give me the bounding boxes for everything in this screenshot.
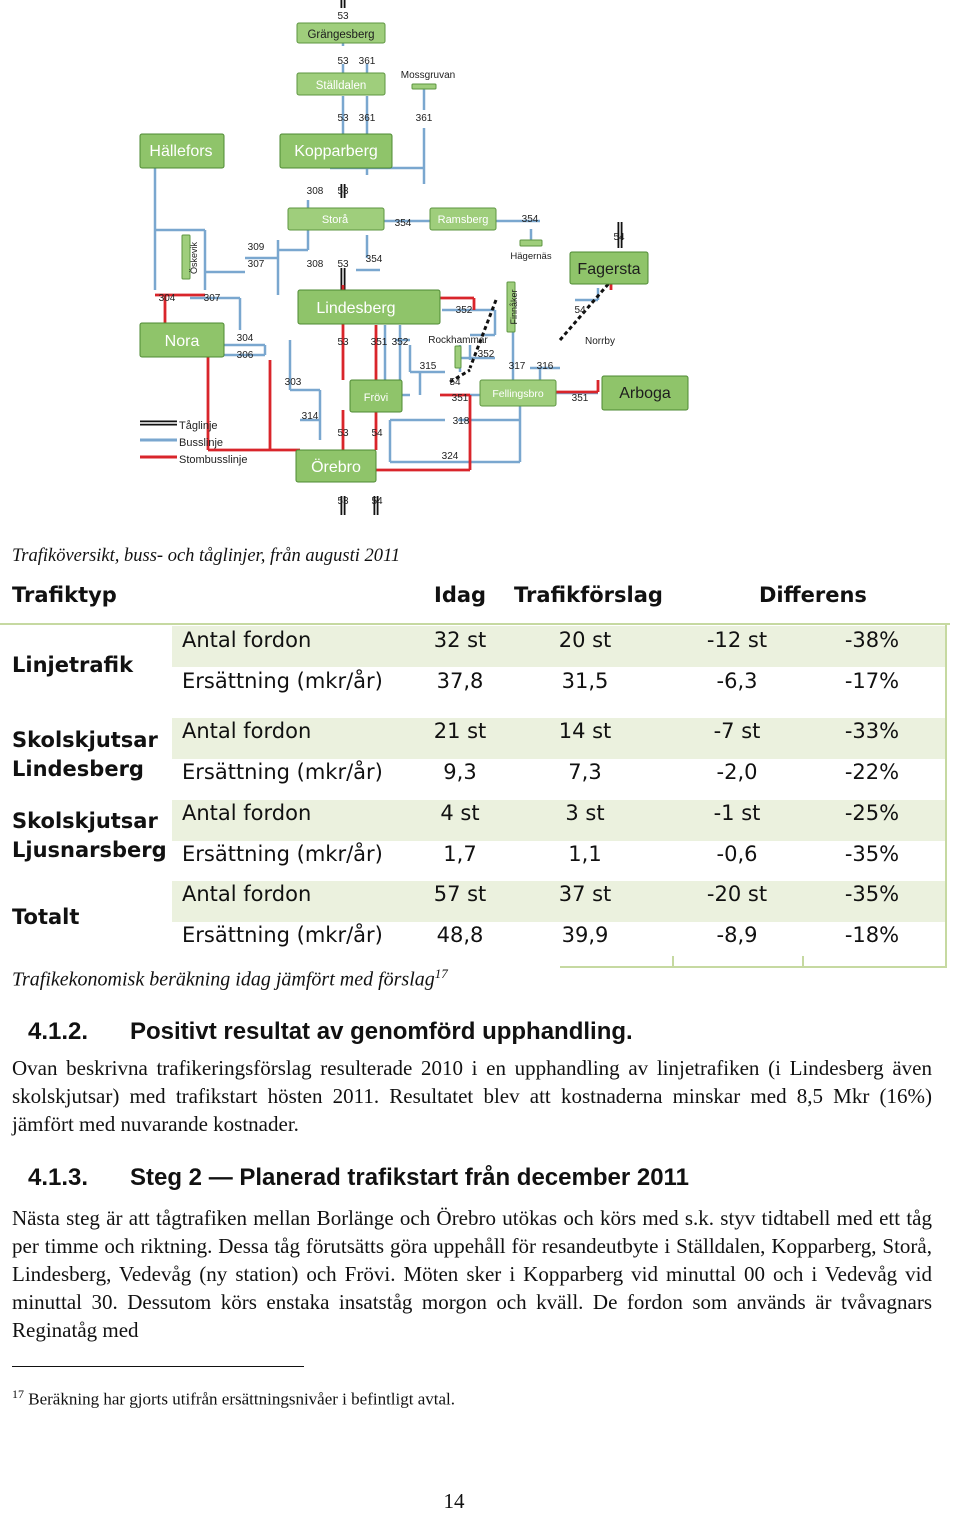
- cell-today: 21 st: [433, 719, 487, 743]
- cell-diff: -20 st: [706, 882, 768, 906]
- line-label: 54: [371, 428, 383, 439]
- group-label-line2: Lindesberg: [12, 757, 144, 781]
- group-label-line2: Ljusnarsberg: [12, 838, 167, 862]
- group-label-school-lindesberg: [12, 726, 158, 784]
- group-label-line1: Skolskjutsar: [12, 809, 158, 833]
- line-label: 351: [370, 337, 388, 348]
- line-label: 53: [337, 186, 349, 197]
- cell-metric: Antal fordon: [182, 882, 312, 906]
- cell-percent: -25%: [844, 801, 900, 825]
- cell-metric: Ersättning (mkr/år): [182, 760, 383, 784]
- legend-bus: Busslinje: [179, 437, 224, 449]
- line-label: 352: [391, 337, 409, 348]
- line-label: 54: [574, 305, 586, 316]
- line-label: 307: [247, 259, 265, 270]
- line-label: 303: [284, 377, 302, 388]
- line-label: 53: [337, 56, 349, 67]
- cell-today: 1,7: [443, 842, 477, 866]
- cell-metric: Antal fordon: [182, 801, 312, 825]
- section-title: Positivt resultat av genomförd upphandling.: [130, 1018, 633, 1045]
- cell-today: 4 st: [440, 801, 480, 825]
- cell-proposal: 7,3: [568, 760, 602, 784]
- line-label: 354: [394, 218, 412, 229]
- station-nora: Nora: [164, 333, 200, 350]
- header-proposal: Trafikförslag: [514, 583, 663, 607]
- section-body: Ovan beskrivna trafikeringsförslag resulterade 2010 i en upphandling av linjetrafiken (i Lindesberg även skolskjutsar) med trafikstart hösten 2011. Resultatet blev att kostnaderna minskar med 8,5 Mkr (16%) jämfört med nuvarande kostnader.: [12, 1056, 932, 1136]
- station-frovi: Frövi: [363, 392, 389, 404]
- footnote-rule: [12, 1366, 304, 1367]
- legend-trunk: Stombusslinje: [179, 454, 248, 466]
- station-oskevik: Öskevik: [189, 241, 199, 275]
- station-mossgruvan: Mossgruvan: [400, 70, 456, 81]
- line-label: 53: [337, 113, 349, 124]
- cell-today: 37,8: [436, 669, 484, 693]
- line-label: 54: [613, 232, 625, 243]
- line-label: 314: [301, 411, 319, 422]
- section-4-1-2: [12, 1018, 932, 1138]
- page-number: 14: [443, 1489, 465, 1513]
- line-label: 53: [337, 496, 349, 507]
- station-arboga: Arboga: [619, 385, 671, 402]
- line-label: 352: [455, 305, 473, 316]
- station-finnaker: Finnåker: [509, 289, 519, 325]
- traffic-map: [0, 0, 960, 520]
- station-norrby: Norrby: [584, 336, 616, 347]
- section-4-1-3: [12, 1164, 932, 1344]
- station-orebro: Örebro: [311, 459, 361, 476]
- footnote-mark: 17: [12, 1387, 24, 1401]
- station-fagersta: Fagersta: [577, 261, 641, 278]
- station-grangesberg: Grängesberg: [307, 29, 375, 41]
- section-number: 4.1.2.: [28, 1018, 89, 1045]
- cell-today: 9,3: [443, 760, 477, 784]
- line-label: 354: [521, 214, 539, 225]
- cell-diff: -1 st: [713, 801, 761, 825]
- station-rockhammar: Rockhammar: [428, 335, 488, 346]
- header-type: Trafiktyp: [12, 583, 117, 607]
- station-kopparberg: Kopparberg: [294, 143, 378, 160]
- cell-metric: Ersättning (mkr/år): [182, 669, 383, 693]
- section-body: Nästa steg är att tågtrafiken mellan Borlänge och Örebro utökas och körs med s.k. styv tidtabell med ett tåg per timme och riktning. Dessa tåg förutsätts göra uppehåll för resandeutbyte i Ställdalen, Kopparberg, Storå, Lindesberg, Vedevåg (ny station) och Frövi. Möten sker i Kopparberg vid minuttal 00 och i Vedevåg vid minuttal 30. Dessutom körs enstaka insatståg morgon och kväll. De fordon som används är tvåvagnars Reginatåg med: [12, 1206, 932, 1342]
- cell-proposal: 20 st: [558, 628, 612, 652]
- line-label: 308: [306, 186, 324, 197]
- station-stora: Storå: [321, 214, 349, 226]
- line-label: 316: [536, 361, 554, 372]
- cell-today: 32 st: [433, 628, 487, 652]
- line-label: 308: [306, 259, 324, 270]
- line-label: 324: [441, 451, 459, 462]
- cell-proposal: 31,5: [561, 669, 609, 693]
- cell-proposal: 37 st: [558, 882, 612, 906]
- cell-proposal: 39,9: [561, 923, 609, 947]
- cell-metric: Ersättning (mkr/år): [182, 842, 383, 866]
- line-label: 306: [236, 350, 254, 361]
- line-label: 361: [415, 113, 433, 124]
- header-diff: Differens: [759, 583, 867, 607]
- line-label: 307: [203, 293, 221, 304]
- line-label: 53: [337, 428, 349, 439]
- legend-rail: Tåglinje: [179, 420, 218, 432]
- section-heading: [12, 1018, 932, 1046]
- cell-percent: -35%: [844, 882, 900, 906]
- cell-diff: -0,6: [716, 842, 758, 866]
- line-label: 351: [451, 393, 469, 404]
- station-lindesberg: Lindesberg: [316, 300, 396, 317]
- station-hagernas: Hägernäs: [510, 251, 552, 262]
- section-number: 4.1.3.: [28, 1164, 89, 1191]
- station-fellingsbro: Fellingsbro: [492, 388, 544, 400]
- line-label: 53: [337, 11, 349, 22]
- section-heading: [12, 1164, 932, 1192]
- station-stalldalen: Ställdalen: [315, 80, 367, 92]
- line-label: 352: [477, 349, 495, 360]
- cell-percent: -18%: [844, 923, 900, 947]
- line-label: 318: [452, 416, 470, 427]
- section-title: Steg 2 — Planerad trafikstart från december 2011: [130, 1164, 689, 1191]
- cell-proposal: 1,1: [568, 842, 602, 866]
- cell-percent: -17%: [844, 669, 900, 693]
- station-boxes: [140, 23, 688, 482]
- station-ramsberg: Ramsberg: [437, 214, 489, 226]
- legend-swatches: [140, 423, 177, 457]
- line-label: 53: [337, 259, 349, 270]
- line-label: 304: [158, 293, 176, 304]
- map-caption: Trafiköversikt, buss- och tåglinjer, från augusti 2011: [12, 546, 401, 566]
- table-caption-text: Trafikekonomisk beräkning idag jämfört med förslag: [12, 968, 435, 991]
- cell-diff: -7 st: [713, 719, 761, 743]
- footnote-text: Beräkning har gjorts utifrån ersättningsnivåer i befintligt avtal.: [28, 1389, 456, 1409]
- header-today: Idag: [434, 583, 487, 607]
- cell-proposal: 14 st: [558, 719, 612, 743]
- cell-diff: -12 st: [706, 628, 768, 652]
- table-caption: [12, 966, 448, 992]
- line-label: 317: [508, 361, 526, 372]
- line-label: 54: [371, 496, 383, 507]
- cell-percent: -38%: [844, 628, 900, 652]
- cell-percent: -33%: [844, 719, 900, 743]
- group-label-total: Totalt: [12, 905, 80, 929]
- cell-percent: -35%: [844, 842, 900, 866]
- cell-percent: -22%: [844, 760, 900, 784]
- cell-today: 48,8: [436, 923, 484, 947]
- cell-metric: Ersättning (mkr/år): [182, 923, 383, 947]
- station-hallefors: Hällefors: [149, 143, 213, 160]
- footnote-ref: 17: [434, 966, 448, 981]
- cell-proposal: 3 st: [565, 801, 605, 825]
- cell-diff: -6,3: [716, 669, 758, 693]
- cell-diff: -2,0: [716, 760, 758, 784]
- cell-metric: Antal fordon: [182, 719, 312, 743]
- line-label: 54: [449, 377, 461, 388]
- line-label: 304: [236, 333, 254, 344]
- cell-today: 57 st: [433, 882, 487, 906]
- line-label: 354: [365, 254, 383, 265]
- line-label: 361: [358, 113, 376, 124]
- cell-diff: -8,9: [716, 923, 758, 947]
- line-label: 309: [247, 242, 265, 253]
- line-label: 361: [358, 56, 376, 67]
- footnote: [12, 1387, 455, 1410]
- group-label-line: Linjetrafik: [12, 653, 134, 677]
- cell-metric: Antal fordon: [182, 628, 312, 652]
- line-label: 315: [419, 361, 437, 372]
- group-label-line1: Skolskjutsar: [12, 728, 158, 752]
- group-label-school-ljusnarsberg: [12, 807, 167, 865]
- line-label: 53: [337, 337, 349, 348]
- line-label: 351: [571, 393, 589, 404]
